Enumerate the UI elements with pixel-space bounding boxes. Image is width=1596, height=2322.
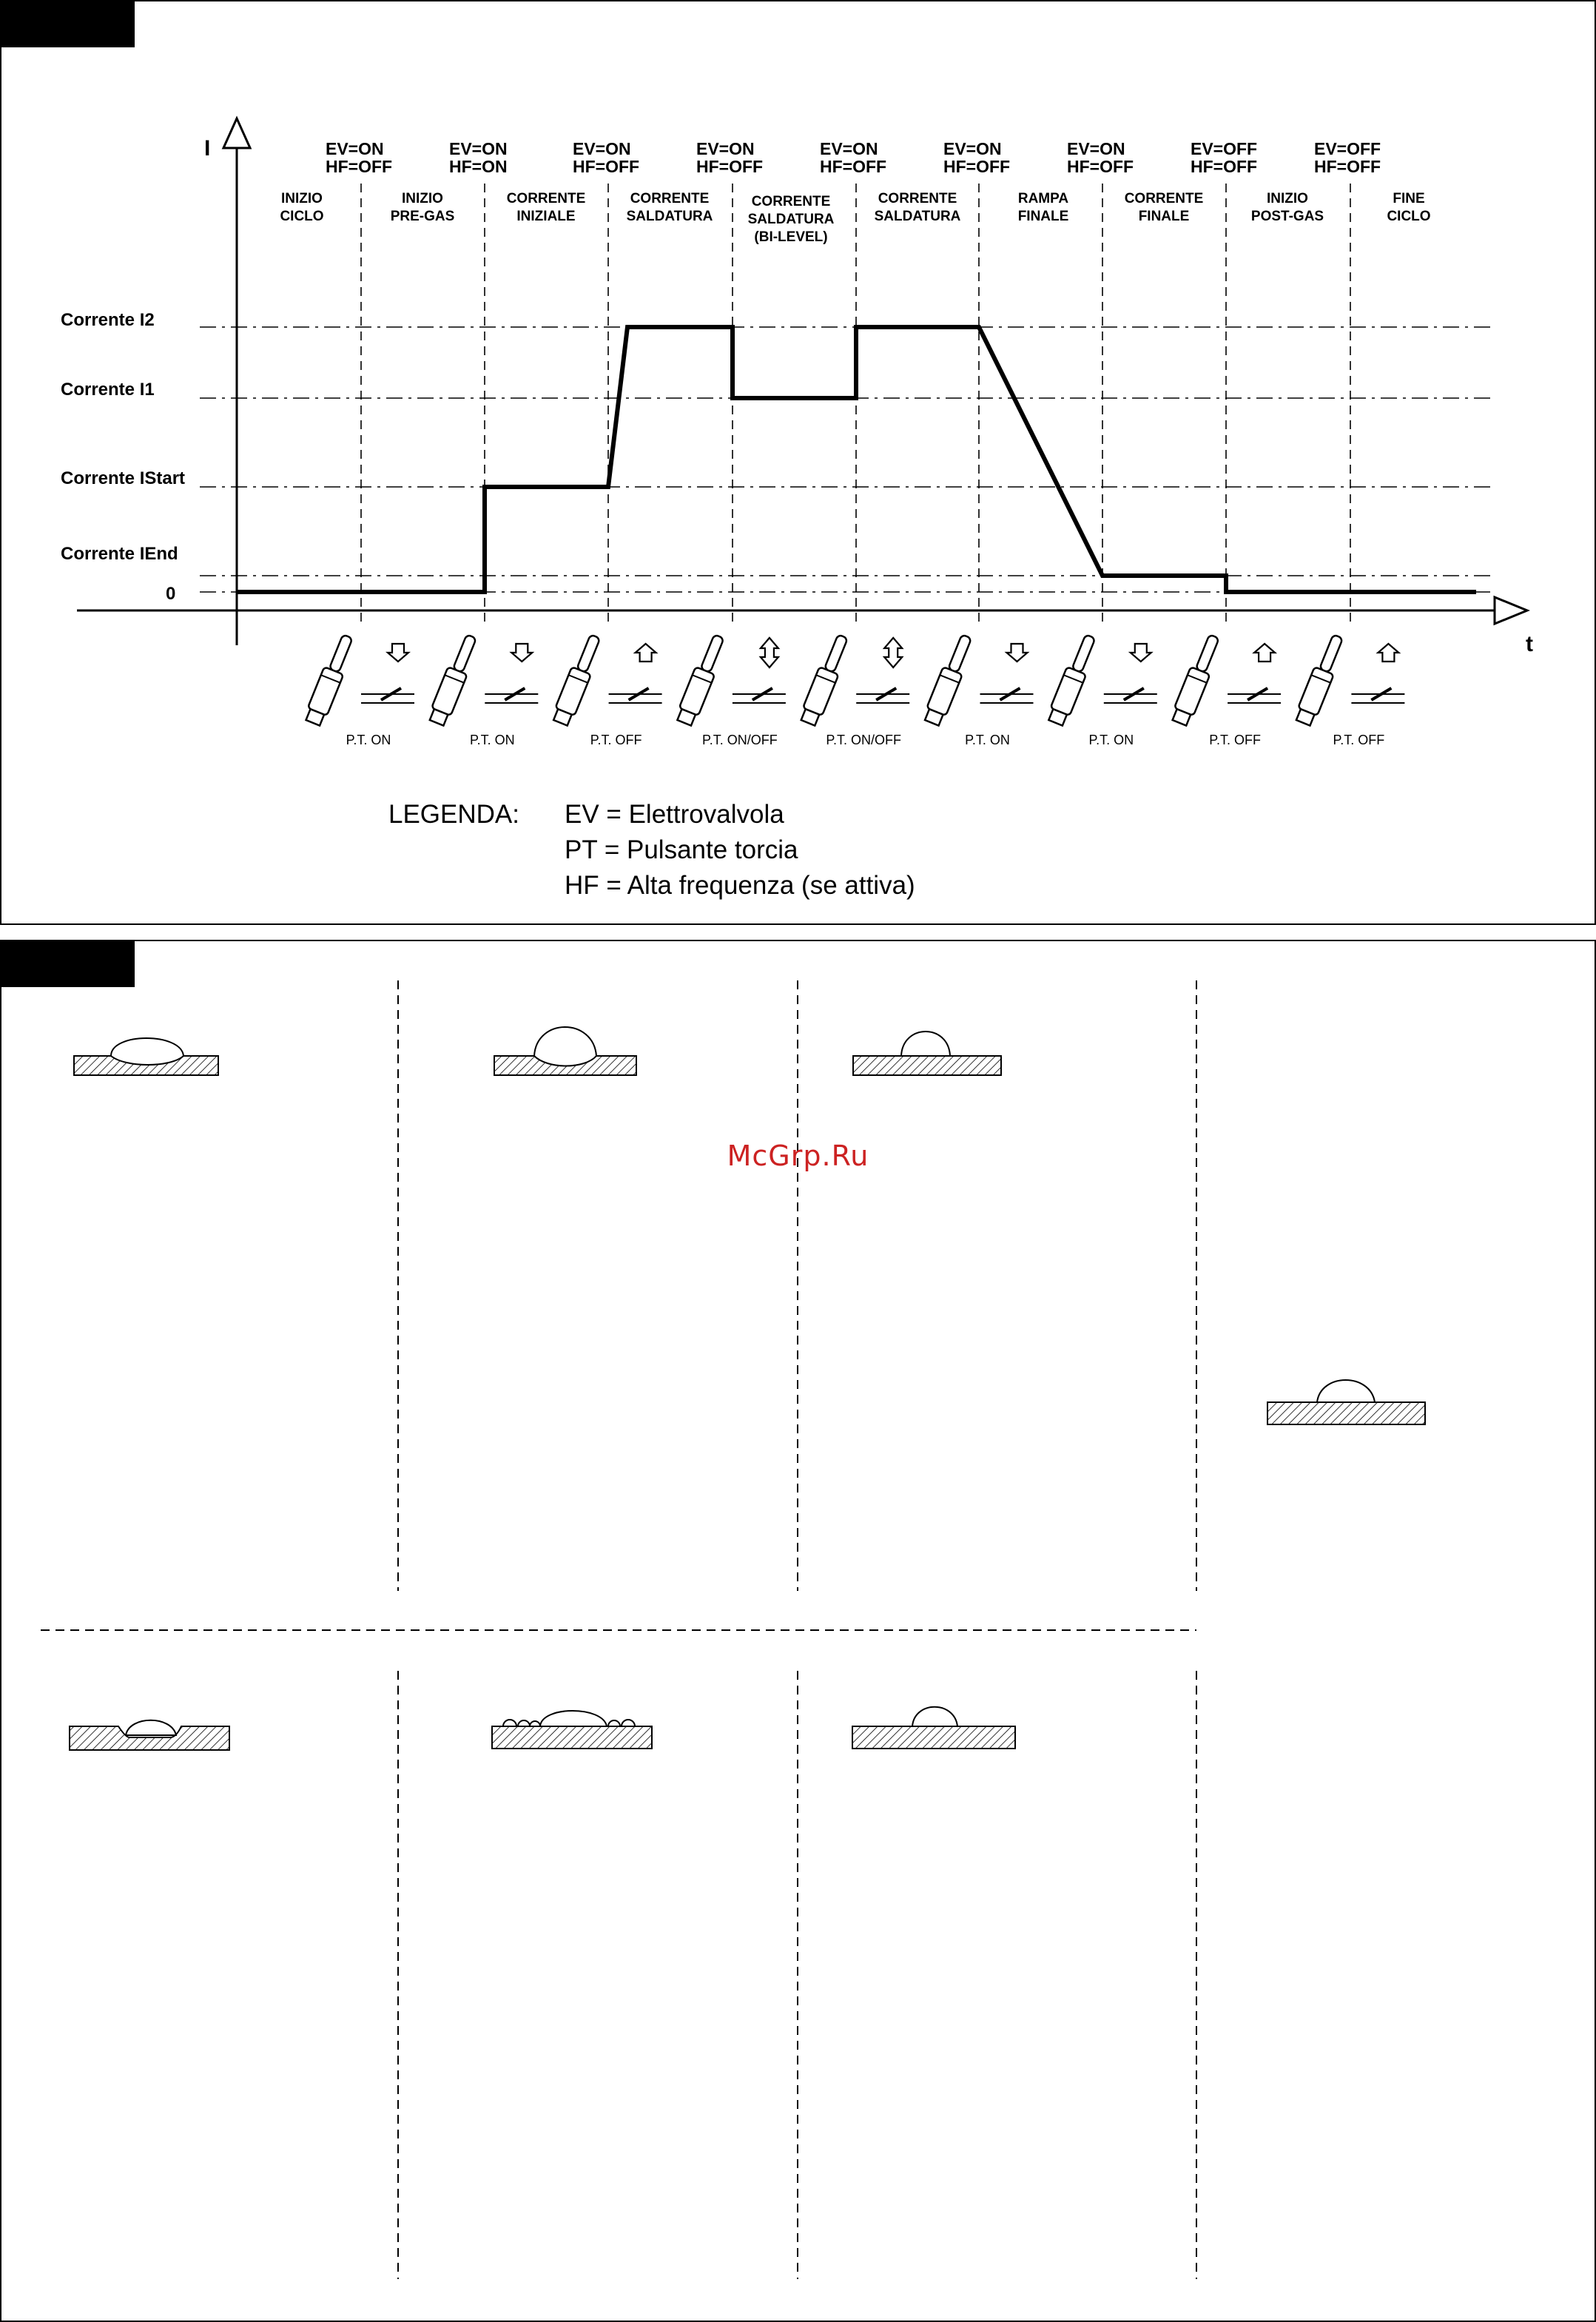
ev-state: EV=OFF bbox=[1191, 139, 1258, 158]
phase-title: CORRENTE bbox=[751, 194, 831, 209]
legend-item: HF = Alta frequenza (se attiva) bbox=[565, 871, 915, 900]
torch-button-state: P.T. ON/OFF bbox=[826, 733, 902, 747]
level-label-zero: 0 bbox=[166, 584, 176, 604]
y-axis-label: I bbox=[204, 136, 211, 161]
x-axis-label: t bbox=[1526, 632, 1533, 656]
phase-title: (BI-LEVEL) bbox=[754, 229, 828, 245]
hf-state: HF=ON bbox=[449, 157, 508, 176]
phase-title: INIZIO bbox=[402, 191, 443, 206]
ev-state: EV=ON bbox=[943, 139, 1002, 158]
weld-bead-profile bbox=[70, 1720, 229, 1750]
phase-title: SALDATURA bbox=[874, 209, 961, 224]
ev-state: EV=OFF bbox=[1314, 139, 1381, 158]
legend-item: PT = Pulsante torcia bbox=[565, 835, 798, 864]
phase-title: SALDATURA bbox=[747, 212, 835, 227]
hf-state: HF=OFF bbox=[1067, 157, 1134, 176]
phase-title: CORRENTE bbox=[1124, 191, 1204, 206]
torch-button-state: P.T. ON bbox=[1088, 733, 1134, 747]
hf-state: HF=OFF bbox=[1314, 157, 1381, 176]
torch-button-state: P.T. ON bbox=[346, 733, 391, 747]
ev-state: EV=ON bbox=[820, 139, 878, 158]
phase-title: CICLO bbox=[280, 209, 324, 224]
weld-bead-profile bbox=[853, 1032, 1001, 1075]
ev-state: EV=ON bbox=[449, 139, 508, 158]
weld-bead-profile bbox=[492, 1711, 652, 1749]
hf-state: HF=OFF bbox=[820, 157, 887, 176]
level-label-i1: Corrente I1 bbox=[61, 380, 155, 400]
ev-state: EV=ON bbox=[696, 139, 755, 158]
hf-state: HF=OFF bbox=[573, 157, 640, 176]
ev-state: EV=ON bbox=[1067, 139, 1125, 158]
phase-title: INIZIO bbox=[281, 191, 323, 206]
weld-bead-profile bbox=[74, 1038, 218, 1075]
level-label-istart: Corrente IStart bbox=[61, 468, 186, 488]
phase-title: INIZIALE bbox=[516, 209, 576, 224]
profile-grid bbox=[41, 980, 1196, 2279]
legend-title: LEGENDA: bbox=[388, 800, 519, 829]
hf-state: HF=OFF bbox=[696, 157, 764, 176]
weld-bead-profile bbox=[1267, 1380, 1425, 1424]
torch-button-state: P.T. ON bbox=[469, 733, 515, 747]
torch-button-state: P.T. ON/OFF bbox=[702, 733, 778, 747]
phase-title: CORRENTE bbox=[630, 191, 710, 206]
torch-button-state: P.T. OFF bbox=[1209, 733, 1261, 747]
phase-title: CORRENTE bbox=[878, 191, 957, 206]
weld-bead-profile bbox=[494, 1027, 636, 1075]
phase-title: FINALE bbox=[1017, 209, 1069, 224]
phase-title: SALDATURA bbox=[626, 209, 713, 224]
phase-title: CICLO bbox=[1387, 209, 1431, 224]
level-label-iend: Corrente IEnd bbox=[61, 544, 178, 564]
phase-title: FINALE bbox=[1138, 209, 1190, 224]
weld-bead-profile bbox=[852, 1707, 1015, 1749]
torch-button-state: P.T. OFF bbox=[590, 733, 642, 747]
torch-button-state: P.T. ON bbox=[965, 733, 1010, 747]
hf-state: HF=OFF bbox=[326, 157, 393, 176]
phase-title: RAMPA bbox=[1017, 191, 1069, 206]
torch-button-state: P.T. OFF bbox=[1333, 733, 1385, 747]
ev-state: EV=ON bbox=[573, 139, 631, 158]
phase-title: INIZIO bbox=[1267, 191, 1308, 206]
phase-title: FINE bbox=[1393, 191, 1425, 206]
legend-item: EV = Elettrovalvola bbox=[565, 800, 784, 829]
hf-state: HF=OFF bbox=[943, 157, 1011, 176]
phase-title: CORRENTE bbox=[506, 191, 586, 206]
watermark: McGrp.Ru bbox=[727, 1140, 869, 1172]
ev-state: EV=ON bbox=[326, 139, 384, 158]
level-label-i2: Corrente I2 bbox=[61, 310, 155, 330]
hf-state: HF=OFF bbox=[1191, 157, 1258, 176]
phase-title: PRE-GAS bbox=[390, 209, 455, 224]
phase-title: POST-GAS bbox=[1250, 209, 1324, 224]
